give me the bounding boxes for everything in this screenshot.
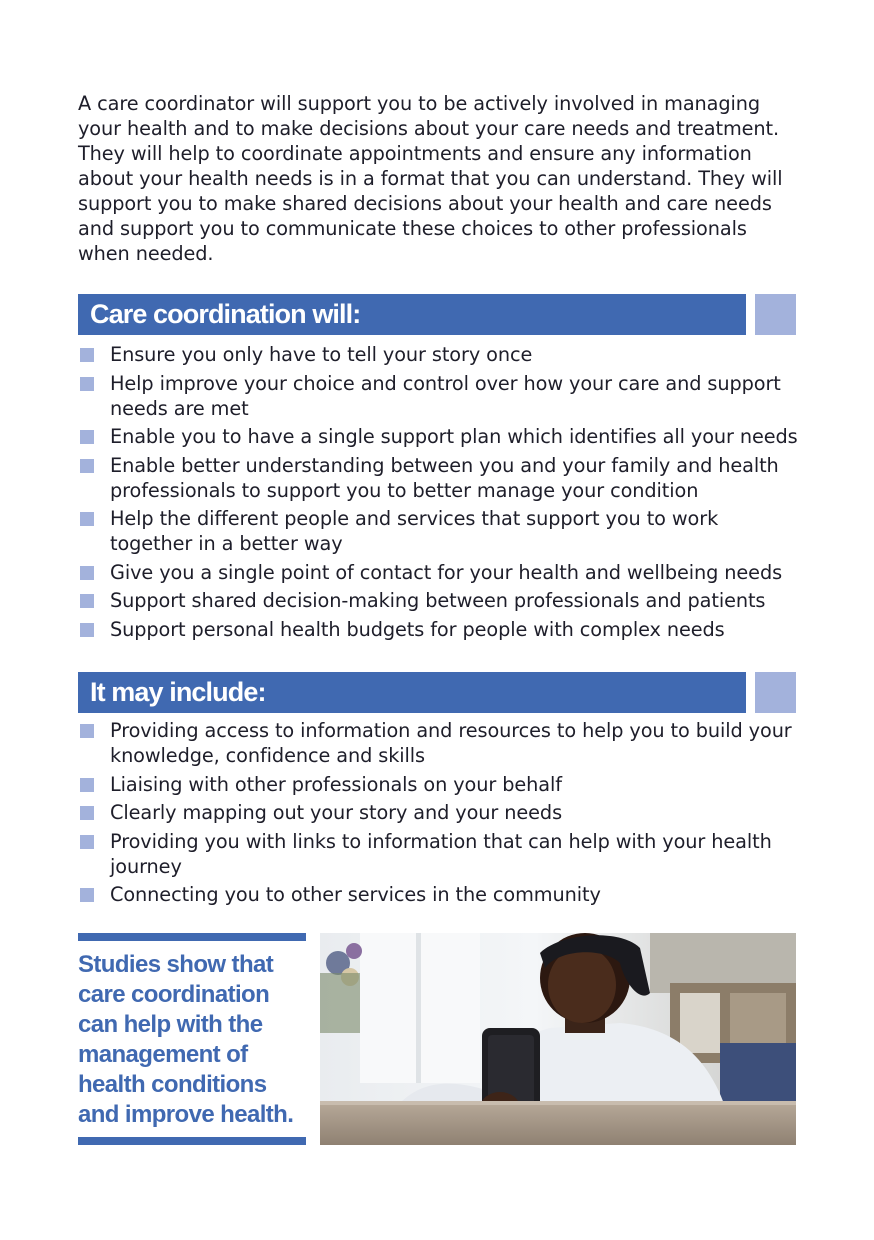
list-item: Help the different people and services that support you to work together in a better way [78,506,800,556]
may-include-list [78,718,800,911]
bullet-square-icon [80,835,94,849]
list-item: Enable you to have a single support plan which identifies all your needs [78,424,800,449]
document-page [78,0,798,1240]
section-title: It may include: [90,677,266,707]
bullet-square-icon [80,430,94,444]
bullet-square-icon [80,623,94,637]
section-heading-may-include [78,672,796,713]
callout-top-rule [78,933,306,941]
woman-with-phone-photo [320,933,796,1145]
intro-paragraph: A care coordinator will support you to be actively involved in managing your health and to make decisions about your care needs and treatment. They will help to coordinate appointments and ensure any information about your health needs is in a format that you can understand. They will support you to make shared decisions about your health and care needs and support you to communicate these choices to other professionals when needed. [78,92,783,265]
callout-box [78,933,306,1145]
list-item: Providing you with links to information that can help with your health journey [78,829,800,879]
list-item: Liaising with other professionals on your behalf [78,772,800,797]
list-item: Help improve your choice and control over how your care and support needs are met [78,371,800,421]
bullet-square-icon [80,377,94,391]
care-coordination-list [78,342,800,645]
bullet-square-icon [80,594,94,608]
list-item: Clearly mapping out your story and your needs [78,800,800,825]
heading-accent-square [755,294,796,335]
heading-accent-square [755,672,796,713]
list-item: Support shared decision-making between professionals and patients [78,588,800,613]
bullet-square-icon [80,888,94,902]
bullet-square-icon [80,459,94,473]
bullet-square-icon [80,724,94,738]
section-title: Care coordination will: [90,299,361,329]
bullet-square-icon [80,566,94,580]
list-item: Connecting you to other services in the community [78,882,800,907]
list-item: Providing access to information and resources to help you to build your knowledge, confidence and skills [78,718,800,768]
list-item: Enable better understanding between you and your family and health professionals to support you to better manage your condition [78,453,800,503]
bullet-square-icon [80,348,94,362]
list-item: Give you a single point of contact for your health and wellbeing needs [78,560,800,585]
callout-text: Studies show that care coordination can help with the management of health conditions and improve health. [78,951,294,1128]
section-heading-care-coordination [78,294,796,335]
callout-bottom-rule [78,1137,306,1145]
list-item: Support personal health budgets for people with complex needs [78,617,800,642]
heading-bar [78,672,746,713]
bullet-square-icon [80,806,94,820]
bullet-square-icon [80,512,94,526]
bullet-square-icon [80,778,94,792]
heading-bar [78,294,746,335]
list-item: Ensure you only have to tell your story once [78,342,800,367]
